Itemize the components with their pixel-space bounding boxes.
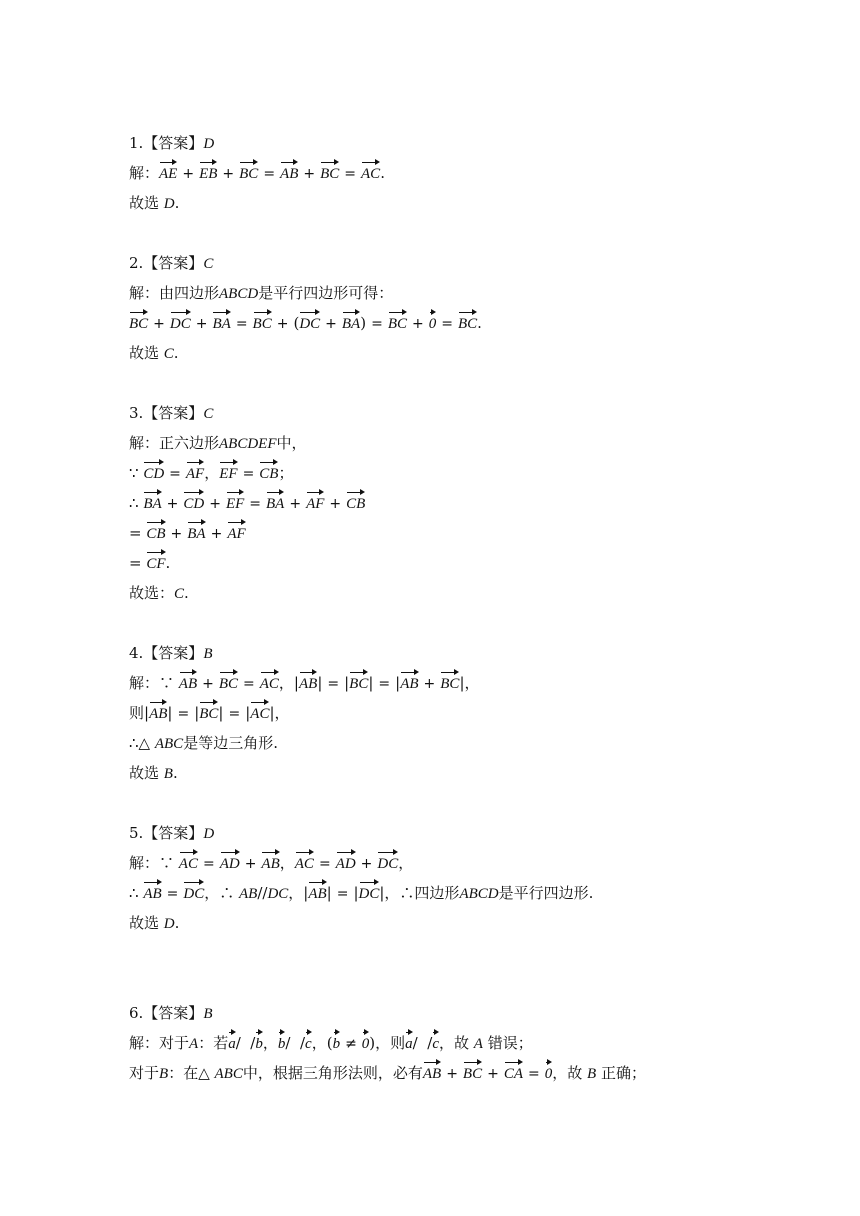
q6-solution-line-2: 对于B：在△ ABC中，根据三角形法则，必有AB + BC + CA = 0，故 B 正确； <box>129 1064 646 1082</box>
q3-heading: 3.【答案】C <box>129 404 214 422</box>
q3-solution-line-1: 解：正六边形ABCDEF中， <box>129 434 307 452</box>
q6-solution-line-1: 解：对于A：若a/ /b，b/ /c，(b ≠ 0)，则a/ /c，故 A 错误； <box>129 1034 533 1052</box>
q2-solution-line-1: 解：由四边形ABCD是平行四边形可得： <box>129 284 394 302</box>
q4-solution-line-3: ∴△ ABC是等边三角形. <box>129 734 278 752</box>
q1-solution-line-1: 解：AE + EB + BC = AB + BC = AC. <box>129 164 385 182</box>
q5-solution-line-1: 解：∵ AC = AD + AB，AC = AD + DC， <box>129 854 414 872</box>
q4-solution-line-1: 解：∵ AB + BC = AC，|AB| = |BC| = |AB + BC|， <box>129 674 480 692</box>
q5-heading: 5.【答案】D <box>129 824 215 842</box>
q4-solution-line-4: 故选 B. <box>129 764 178 782</box>
q2-heading: 2.【答案】C <box>129 254 214 272</box>
q3-solution-line-5: = CF. <box>129 554 171 572</box>
q1-heading: 1.【答案】D <box>129 134 215 152</box>
q2-solution-line-3: 故选 C. <box>129 344 179 362</box>
q4-heading: 4.【答案】B <box>129 644 213 662</box>
q3-solution-line-4: = CB + BA + AF <box>129 524 246 542</box>
q3-solution-line-2: ∵ CD = AF，EF = CB； <box>129 464 294 482</box>
q5-solution-line-2: ∴ AB = DC，∴ AB//DC，|AB| = |DC|，∴四边形ABCD是平行四边形. <box>129 884 594 902</box>
q3-solution-line-3: ∴ BA + CD + EF = BA + AF + CB <box>129 494 366 512</box>
q4-solution-line-2: 则|AB| = |BC| = |AC|， <box>129 704 290 722</box>
q5-solution-line-3: 故选 D. <box>129 914 180 932</box>
q6-heading: 6.【答案】B <box>129 1004 213 1022</box>
q1-solution-line-2: 故选 D. <box>129 194 180 212</box>
q3-solution-line-6: 故选：C. <box>129 584 189 602</box>
q2-solution-line-2: BC + DC + BA = BC + (DC + BA) = BC + 0 = BC. <box>129 314 482 332</box>
